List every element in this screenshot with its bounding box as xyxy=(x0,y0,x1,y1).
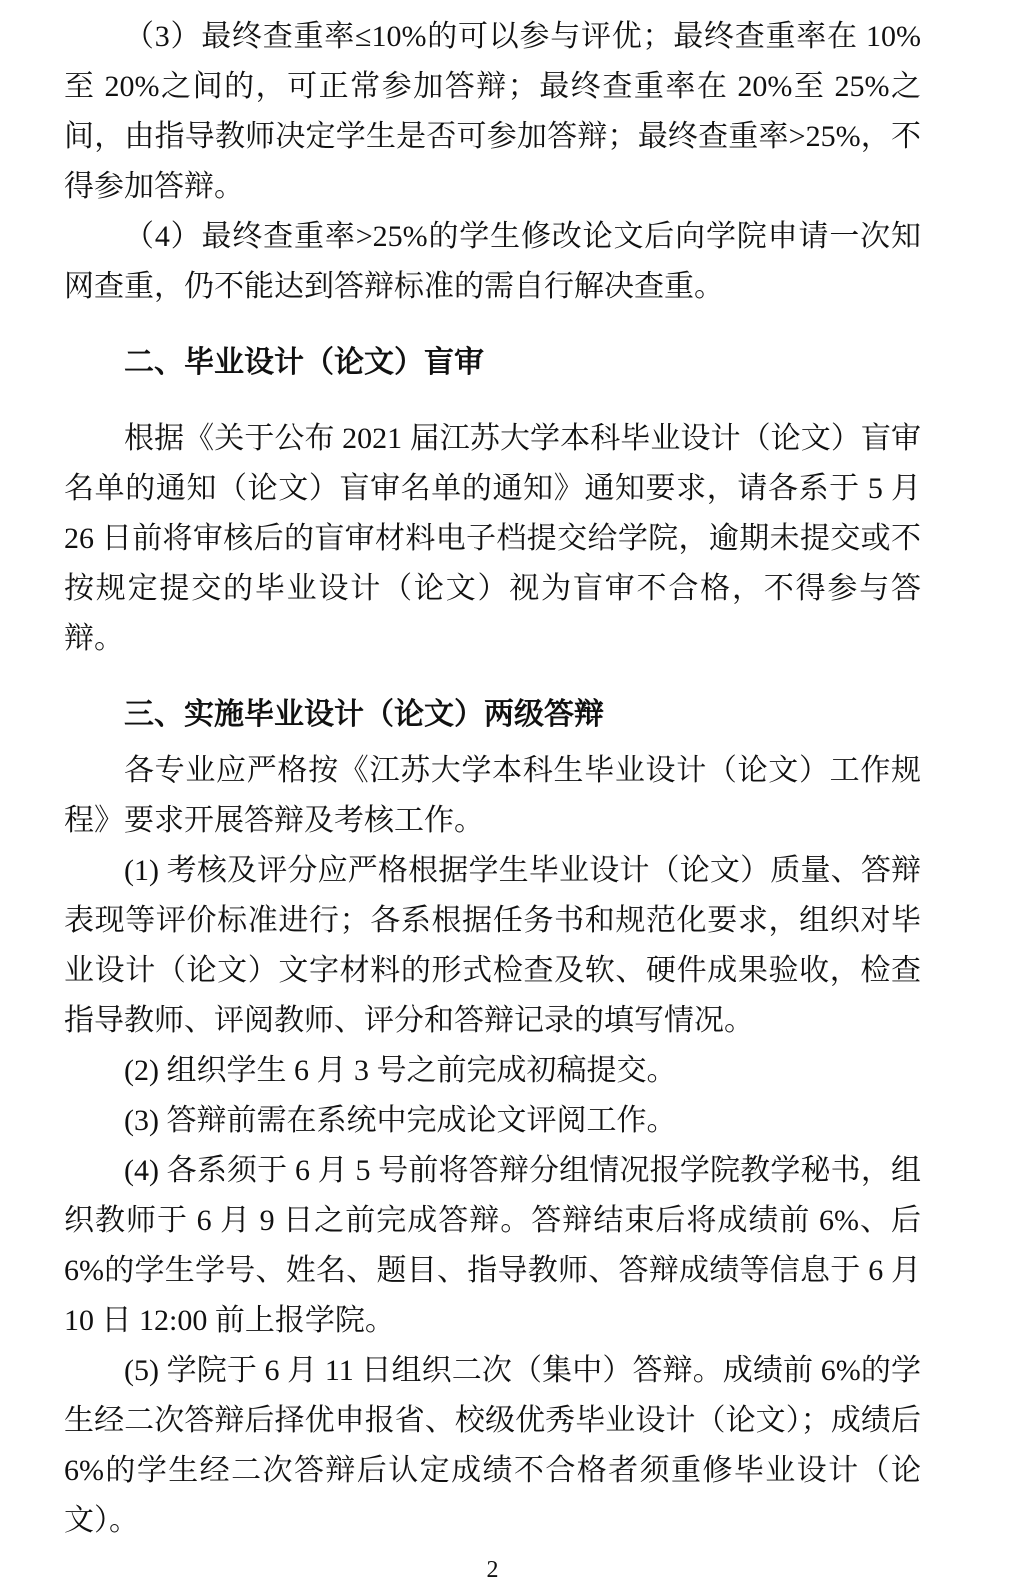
paragraph: 根据《关于公布 2021 届江苏大学本科毕业设计（论文）盲审名单的通知（论文）盲审名单的通知》通知要求，请各系于 5 月 26 日前将审核后的盲审材料电子档提交给学院，逾期未提交或不按规定提交的毕业设计（论文）视为盲审不合格，不得参与答辩。 xyxy=(64,422,921,655)
paragraph: (4) 各系须于 6 月 5 号前将答辩分组情况报学院教学秘书，组织教师于 6 月 9 日之前完成答辩。答辩结束后将成绩前 6%、后 6%的学生学号、姓名、题目、指导教师、答辩成绩等信息于 6 月 10 日 12:00 前上报学院。 xyxy=(64,1154,921,1337)
paragraph: （3）最终查重率≤10%的可以参与评优；最终查重率在 10%至 20%之间的，可正常参加答辩；最终查重率在 20%至 25%之间，由指导教师决定学生是否可参加答辩；最终查重率>25%，不得参加答辩。 xyxy=(64,20,921,203)
section-heading: 二、毕业设计（论文）盲审 xyxy=(124,346,484,379)
section-heading: 三、实施毕业设计（论文）两级答辩 xyxy=(124,698,604,731)
page-footer xyxy=(64,1550,921,1590)
paragraph: 各专业应严格按《江苏大学本科生毕业设计（论文）工作规程》要求开展答辩及考核工作。 xyxy=(64,754,921,837)
paragraph: (3) 答辩前需在系统中完成论文评阅工作。 xyxy=(124,1104,677,1137)
paragraph: (1) 考核及评分应严格根据学生毕业设计（论文）质量、答辩表现等评价标准进行；各系根据任务书和规范化要求，组织对毕业设计（论文）文字材料的形式检查及软、硬件成果验收，检查指导教师、评阅教师、评分和答辩记录的填写情况。 xyxy=(64,854,921,1037)
page-number: 2 xyxy=(486,1557,499,1583)
paragraph: (5) 学院于 6 月 11 日组织二次（集中）答辩。成绩前 6%的学生经二次答辩后择优申报省、校级优秀毕业设计（论文）；成绩后 6%的学生经二次答辩后认定成绩不合格者须重修毕业设计（论文）。 xyxy=(64,1354,921,1537)
paragraph: (2) 组织学生 6 月 3 号之前完成初稿提交。 xyxy=(124,1054,677,1087)
document-body xyxy=(64,12,921,1546)
paragraph: （4）最终查重率>25%的学生修改论文后向学院申请一次知网查重，仍不能达到答辩标准的需自行解决查重。 xyxy=(64,220,921,303)
